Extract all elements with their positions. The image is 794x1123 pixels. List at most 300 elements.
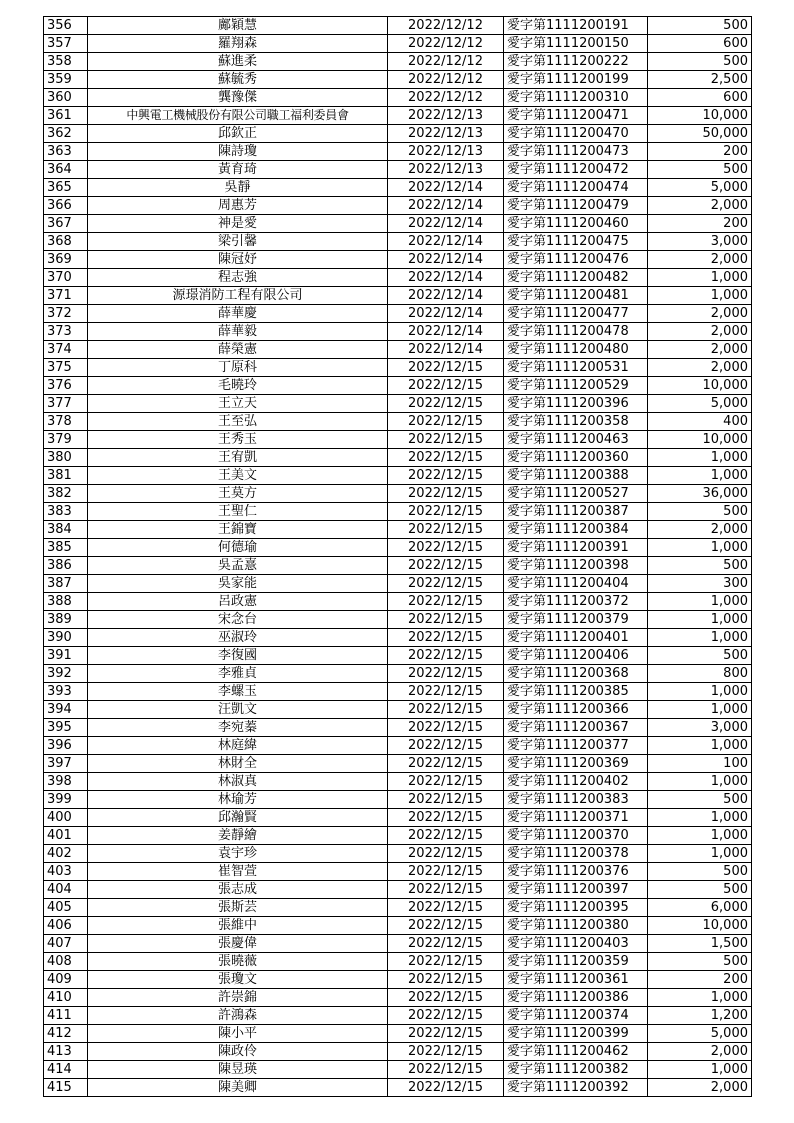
row-number: 361 (44, 107, 88, 125)
row-number: 372 (44, 305, 88, 323)
table-row (44, 737, 752, 755)
donor-name: 李螺玉 (88, 683, 388, 701)
receipt-number: 愛字第1111200191 (504, 17, 648, 35)
donor-name: 呂政憲 (88, 593, 388, 611)
donation-date: 2022/12/15 (388, 467, 504, 485)
donation-date: 2022/12/15 (388, 575, 504, 593)
row-number: 394 (44, 701, 88, 719)
receipt-number: 愛字第1111200481 (504, 287, 648, 305)
receipt-number: 愛字第1111200482 (504, 269, 648, 287)
table-row (44, 899, 752, 917)
row-number: 392 (44, 665, 88, 683)
row-number: 391 (44, 647, 88, 665)
table-row (44, 611, 752, 629)
donation-date: 2022/12/14 (388, 341, 504, 359)
receipt-number: 愛字第1111200403 (504, 935, 648, 953)
receipt-number: 愛字第1111200360 (504, 449, 648, 467)
donation-amount: 1,000 (648, 539, 752, 557)
row-number: 390 (44, 629, 88, 647)
donation-amount: 1,000 (648, 845, 752, 863)
receipt-number: 愛字第1111200367 (504, 719, 648, 737)
donation-amount: 500 (648, 953, 752, 971)
row-number: 356 (44, 17, 88, 35)
receipt-number: 愛字第1111200310 (504, 89, 648, 107)
donor-name: 林瑜芳 (88, 791, 388, 809)
receipt-number: 愛字第1111200478 (504, 323, 648, 341)
donation-amount: 1,000 (648, 773, 752, 791)
donation-amount: 800 (648, 665, 752, 683)
table-row (44, 989, 752, 1007)
donation-date: 2022/12/12 (388, 17, 504, 35)
table-row (44, 107, 752, 125)
donor-name: 薛榮憲 (88, 341, 388, 359)
receipt-number: 愛字第1111200374 (504, 1007, 648, 1025)
table-row (44, 863, 752, 881)
donation-amount: 1,000 (648, 269, 752, 287)
row-number: 397 (44, 755, 88, 773)
donation-date: 2022/12/15 (388, 413, 504, 431)
donor-name: 鄺穎慧 (88, 17, 388, 35)
receipt-number: 愛字第1111200370 (504, 827, 648, 845)
row-number: 377 (44, 395, 88, 413)
table-row (44, 17, 752, 35)
donor-name: 姜靜繪 (88, 827, 388, 845)
row-number: 366 (44, 197, 88, 215)
table-row (44, 251, 752, 269)
donation-date: 2022/12/15 (388, 827, 504, 845)
row-number: 384 (44, 521, 88, 539)
donation-amount: 5,000 (648, 179, 752, 197)
donation-amount: 5,000 (648, 1025, 752, 1043)
donor-name: 毛曉玲 (88, 377, 388, 395)
table-row (44, 953, 752, 971)
donation-amount: 500 (648, 863, 752, 881)
donor-name: 李宛蓁 (88, 719, 388, 737)
donation-date: 2022/12/15 (388, 647, 504, 665)
donor-name: 蘇進柔 (88, 53, 388, 71)
donor-name: 何德瑜 (88, 539, 388, 557)
donation-amount: 50,000 (648, 125, 752, 143)
receipt-number: 愛字第1111200368 (504, 665, 648, 683)
table-row (44, 179, 752, 197)
row-number: 365 (44, 179, 88, 197)
donation-amount: 10,000 (648, 431, 752, 449)
receipt-number: 愛字第1111200463 (504, 431, 648, 449)
donation-date: 2022/12/15 (388, 1025, 504, 1043)
donation-date: 2022/12/14 (388, 269, 504, 287)
donation-amount: 5,000 (648, 395, 752, 413)
table-row (44, 755, 752, 773)
donation-date: 2022/12/15 (388, 971, 504, 989)
donation-date: 2022/12/15 (388, 845, 504, 863)
donation-amount: 500 (648, 881, 752, 899)
receipt-number: 愛字第1111200392 (504, 1079, 648, 1097)
table-row (44, 215, 752, 233)
table-row (44, 341, 752, 359)
row-number: 385 (44, 539, 88, 557)
row-number: 357 (44, 35, 88, 53)
table-row (44, 647, 752, 665)
table-row (44, 71, 752, 89)
receipt-number: 愛字第1111200382 (504, 1061, 648, 1079)
row-number: 415 (44, 1079, 88, 1097)
receipt-number: 愛字第1111200477 (504, 305, 648, 323)
row-number: 368 (44, 233, 88, 251)
donor-name: 張斯芸 (88, 899, 388, 917)
donor-name: 宋念台 (88, 611, 388, 629)
donation-date: 2022/12/13 (388, 125, 504, 143)
donation-date: 2022/12/15 (388, 953, 504, 971)
donor-name: 龔豫傑 (88, 89, 388, 107)
row-number: 369 (44, 251, 88, 269)
donation-date: 2022/12/13 (388, 143, 504, 161)
table-row (44, 773, 752, 791)
table-row (44, 809, 752, 827)
receipt-number: 愛字第1111200387 (504, 503, 648, 521)
receipt-number: 愛字第1111200378 (504, 845, 648, 863)
row-number: 380 (44, 449, 88, 467)
row-number: 389 (44, 611, 88, 629)
receipt-number: 愛字第1111200361 (504, 971, 648, 989)
donation-date: 2022/12/13 (388, 161, 504, 179)
table-row (44, 359, 752, 377)
row-number: 393 (44, 683, 88, 701)
donation-date: 2022/12/12 (388, 71, 504, 89)
donation-amount: 300 (648, 575, 752, 593)
donation-date: 2022/12/15 (388, 503, 504, 521)
receipt-number: 愛字第1111200473 (504, 143, 648, 161)
donation-amount: 2,000 (648, 359, 752, 377)
donor-name: 張志成 (88, 881, 388, 899)
donation-amount: 2,000 (648, 1043, 752, 1061)
row-number: 387 (44, 575, 88, 593)
receipt-number: 愛字第1111200359 (504, 953, 648, 971)
donation-amount: 3,000 (648, 719, 752, 737)
donor-name: 邱欽正 (88, 125, 388, 143)
donation-amount: 1,000 (648, 701, 752, 719)
donor-name: 陳詩瓊 (88, 143, 388, 161)
donation-amount: 2,000 (648, 305, 752, 323)
donation-date: 2022/12/15 (388, 773, 504, 791)
donation-date: 2022/12/15 (388, 917, 504, 935)
donation-amount: 200 (648, 971, 752, 989)
donation-date: 2022/12/14 (388, 215, 504, 233)
donation-amount: 2,000 (648, 1079, 752, 1097)
donation-date: 2022/12/15 (388, 701, 504, 719)
row-number: 376 (44, 377, 88, 395)
donor-name: 陳美卿 (88, 1079, 388, 1097)
table-row (44, 881, 752, 899)
donation-date: 2022/12/15 (388, 1079, 504, 1097)
row-number: 363 (44, 143, 88, 161)
row-number: 370 (44, 269, 88, 287)
table-row (44, 827, 752, 845)
table-row (44, 971, 752, 989)
donation-amount: 500 (648, 503, 752, 521)
row-number: 413 (44, 1043, 88, 1061)
donation-date: 2022/12/15 (388, 683, 504, 701)
donation-amount: 600 (648, 89, 752, 107)
row-number: 398 (44, 773, 88, 791)
donation-date: 2022/12/14 (388, 179, 504, 197)
table-row (44, 197, 752, 215)
table-row (44, 233, 752, 251)
receipt-number: 愛字第1111200372 (504, 593, 648, 611)
donation-date: 2022/12/15 (388, 989, 504, 1007)
row-number: 364 (44, 161, 88, 179)
table-row (44, 539, 752, 557)
donation-amount: 6,000 (648, 899, 752, 917)
donor-name: 吳孟憙 (88, 557, 388, 575)
donation-amount: 600 (648, 35, 752, 53)
receipt-number: 愛字第1111200475 (504, 233, 648, 251)
donor-name: 王錦寶 (88, 521, 388, 539)
table-row (44, 1079, 752, 1097)
donation-date: 2022/12/13 (388, 107, 504, 125)
donation-date: 2022/12/15 (388, 935, 504, 953)
donor-name: 袁宇珍 (88, 845, 388, 863)
receipt-number: 愛字第1111200398 (504, 557, 648, 575)
table-row (44, 287, 752, 305)
donor-name: 巫淑玲 (88, 629, 388, 647)
donor-name: 蘇毓秀 (88, 71, 388, 89)
donation-date: 2022/12/15 (388, 521, 504, 539)
donor-name: 王秀玉 (88, 431, 388, 449)
table-row (44, 629, 752, 647)
receipt-number: 愛字第1111200480 (504, 341, 648, 359)
donation-date: 2022/12/14 (388, 197, 504, 215)
donor-name: 梁引馨 (88, 233, 388, 251)
receipt-number: 愛字第1111200377 (504, 737, 648, 755)
receipt-number: 愛字第1111200388 (504, 467, 648, 485)
donor-name: 林財全 (88, 755, 388, 773)
donor-name: 吳靜 (88, 179, 388, 197)
table-row (44, 701, 752, 719)
row-number: 410 (44, 989, 88, 1007)
donation-list-page (43, 16, 751, 1097)
row-number: 409 (44, 971, 88, 989)
donor-name: 王立天 (88, 395, 388, 413)
receipt-number: 愛字第1111200396 (504, 395, 648, 413)
donation-date: 2022/12/15 (388, 629, 504, 647)
donation-date: 2022/12/15 (388, 557, 504, 575)
receipt-number: 愛字第1111200402 (504, 773, 648, 791)
table-row (44, 791, 752, 809)
row-number: 412 (44, 1025, 88, 1043)
table-row (44, 593, 752, 611)
donation-date: 2022/12/15 (388, 611, 504, 629)
donation-date: 2022/12/14 (388, 287, 504, 305)
donation-date: 2022/12/15 (388, 377, 504, 395)
row-number: 386 (44, 557, 88, 575)
donation-amount: 1,000 (648, 827, 752, 845)
receipt-number: 愛字第1111200384 (504, 521, 648, 539)
donor-name: 王至弘 (88, 413, 388, 431)
donation-date: 2022/12/15 (388, 665, 504, 683)
row-number: 374 (44, 341, 88, 359)
table-row (44, 917, 752, 935)
donation-amount: 1,000 (648, 809, 752, 827)
receipt-number: 愛字第1111200479 (504, 197, 648, 215)
receipt-number: 愛字第1111200383 (504, 791, 648, 809)
receipt-number: 愛字第1111200397 (504, 881, 648, 899)
table-row (44, 935, 752, 953)
donor-name: 崔智萱 (88, 863, 388, 881)
donor-name: 王美文 (88, 467, 388, 485)
donor-name: 王宥凱 (88, 449, 388, 467)
table-row (44, 413, 752, 431)
donation-amount: 500 (648, 791, 752, 809)
receipt-number: 愛字第1111200385 (504, 683, 648, 701)
receipt-number: 愛字第1111200474 (504, 179, 648, 197)
receipt-number: 愛字第1111200376 (504, 863, 648, 881)
donor-name: 許鴻森 (88, 1007, 388, 1025)
donation-date: 2022/12/15 (388, 755, 504, 773)
donation-amount: 3,000 (648, 233, 752, 251)
donor-name: 薛華毅 (88, 323, 388, 341)
donor-name: 汪凱文 (88, 701, 388, 719)
donation-date: 2022/12/12 (388, 89, 504, 107)
table-row (44, 557, 752, 575)
row-number: 414 (44, 1061, 88, 1079)
donation-date: 2022/12/15 (388, 881, 504, 899)
receipt-number: 愛字第1111200476 (504, 251, 648, 269)
donation-date: 2022/12/15 (388, 809, 504, 827)
donor-name: 程志強 (88, 269, 388, 287)
donation-date: 2022/12/15 (388, 431, 504, 449)
receipt-number: 愛字第1111200529 (504, 377, 648, 395)
row-number: 383 (44, 503, 88, 521)
donation-amount: 1,500 (648, 935, 752, 953)
receipt-number: 愛字第1111200404 (504, 575, 648, 593)
donor-name: 源璟消防工程有限公司 (88, 287, 388, 305)
donor-name: 吳家能 (88, 575, 388, 593)
receipt-number: 愛字第1111200470 (504, 125, 648, 143)
receipt-number: 愛字第1111200462 (504, 1043, 648, 1061)
receipt-number: 愛字第1111200199 (504, 71, 648, 89)
table-row (44, 125, 752, 143)
row-number: 396 (44, 737, 88, 755)
donor-name: 神是愛 (88, 215, 388, 233)
row-number: 382 (44, 485, 88, 503)
donation-date: 2022/12/14 (388, 233, 504, 251)
receipt-number: 愛字第1111200386 (504, 989, 648, 1007)
receipt-number: 愛字第1111200150 (504, 35, 648, 53)
receipt-number: 愛字第1111200222 (504, 53, 648, 71)
donation-date: 2022/12/15 (388, 791, 504, 809)
receipt-number: 愛字第1111200399 (504, 1025, 648, 1043)
receipt-number: 愛字第1111200406 (504, 647, 648, 665)
row-number: 359 (44, 71, 88, 89)
receipt-number: 愛字第1111200527 (504, 485, 648, 503)
receipt-number: 愛字第1111200380 (504, 917, 648, 935)
row-number: 405 (44, 899, 88, 917)
table-row (44, 323, 752, 341)
table-row (44, 845, 752, 863)
donation-amount: 500 (648, 557, 752, 575)
donor-name: 羅翔森 (88, 35, 388, 53)
donor-name: 王莫方 (88, 485, 388, 503)
donor-name: 陳冠妤 (88, 251, 388, 269)
donation-date: 2022/12/15 (388, 449, 504, 467)
receipt-number: 愛字第1111200391 (504, 539, 648, 557)
donation-table-body (44, 17, 752, 1097)
row-number: 406 (44, 917, 88, 935)
table-row (44, 575, 752, 593)
table-row (44, 1025, 752, 1043)
donation-date: 2022/12/15 (388, 737, 504, 755)
donation-amount: 36,000 (648, 485, 752, 503)
row-number: 403 (44, 863, 88, 881)
receipt-number: 愛字第1111200460 (504, 215, 648, 233)
receipt-number: 愛字第1111200379 (504, 611, 648, 629)
row-number: 402 (44, 845, 88, 863)
row-number: 400 (44, 809, 88, 827)
receipt-number: 愛字第1111200371 (504, 809, 648, 827)
receipt-number: 愛字第1111200395 (504, 899, 648, 917)
donor-name: 薛華慶 (88, 305, 388, 323)
table-row (44, 53, 752, 71)
donation-amount: 2,000 (648, 323, 752, 341)
donor-name: 丁原科 (88, 359, 388, 377)
row-number: 395 (44, 719, 88, 737)
row-number: 388 (44, 593, 88, 611)
donor-name: 張維中 (88, 917, 388, 935)
donation-amount: 1,000 (648, 611, 752, 629)
donation-amount: 10,000 (648, 107, 752, 125)
donation-amount: 2,500 (648, 71, 752, 89)
donation-amount: 100 (648, 755, 752, 773)
table-row (44, 665, 752, 683)
donation-date: 2022/12/14 (388, 251, 504, 269)
table-row (44, 719, 752, 737)
row-number: 401 (44, 827, 88, 845)
donor-name: 陳小平 (88, 1025, 388, 1043)
table-row (44, 1061, 752, 1079)
receipt-number: 愛字第1111200472 (504, 161, 648, 179)
table-row (44, 467, 752, 485)
donor-name: 林淑真 (88, 773, 388, 791)
donor-name: 黃育琦 (88, 161, 388, 179)
table-row (44, 35, 752, 53)
table-row (44, 431, 752, 449)
donor-name: 周惠芳 (88, 197, 388, 215)
row-number: 404 (44, 881, 88, 899)
donation-amount: 2,000 (648, 197, 752, 215)
receipt-number: 愛字第1111200369 (504, 755, 648, 773)
table-row (44, 1007, 752, 1025)
donation-amount: 1,000 (648, 737, 752, 755)
donation-amount: 400 (648, 413, 752, 431)
row-number: 379 (44, 431, 88, 449)
donation-amount: 500 (648, 53, 752, 71)
donor-name: 張瓊文 (88, 971, 388, 989)
donation-date: 2022/12/15 (388, 863, 504, 881)
row-number: 408 (44, 953, 88, 971)
donation-amount: 1,000 (648, 287, 752, 305)
donation-date: 2022/12/12 (388, 53, 504, 71)
donation-amount: 2,000 (648, 251, 752, 269)
table-row (44, 143, 752, 161)
donation-amount: 1,000 (648, 629, 752, 647)
table-row (44, 89, 752, 107)
receipt-number: 愛字第1111200358 (504, 413, 648, 431)
donation-amount: 500 (648, 647, 752, 665)
donation-date: 2022/12/15 (388, 719, 504, 737)
donor-name: 李復國 (88, 647, 388, 665)
row-number: 407 (44, 935, 88, 953)
donor-name: 陳昱瑛 (88, 1061, 388, 1079)
